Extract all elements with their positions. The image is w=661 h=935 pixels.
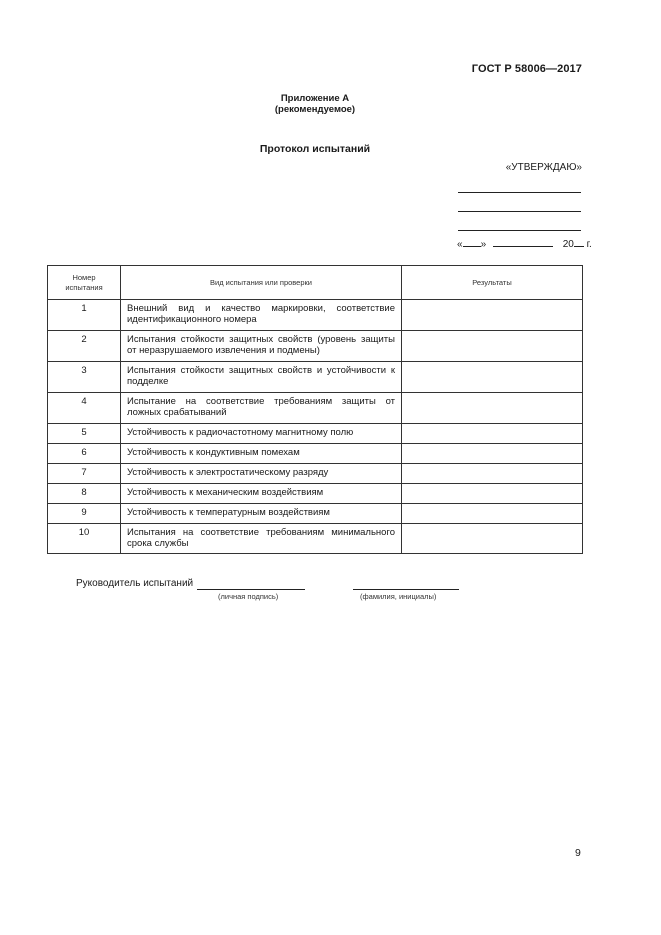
year-blank <box>574 237 584 247</box>
tests-table <box>47 265 583 554</box>
table-header-row <box>48 266 583 300</box>
table-row <box>48 331 583 362</box>
row-result <box>402 362 583 393</box>
table-row <box>48 504 583 524</box>
page-number: 9 <box>575 847 581 859</box>
approval-label: «УТВЕРЖДАЮ» <box>505 162 582 173</box>
row-number: 8 <box>48 484 121 504</box>
row-result <box>402 444 583 464</box>
row-test-name: Внешний вид и качество маркировки, соответствие идентификационного номера <box>121 300 402 331</box>
table-row <box>48 464 583 484</box>
row-number: 6 <box>48 444 121 464</box>
document-code: ГОСТ Р 58006—2017 <box>471 63 582 75</box>
row-test-name: Устойчивость к кондуктивным помехам <box>121 444 402 464</box>
row-test-name: Испытания на соответствие требованиям минимального срока службы <box>121 524 402 554</box>
signature-label: Руководитель испытаний <box>76 578 194 589</box>
row-result <box>402 331 583 362</box>
row-result <box>402 424 583 444</box>
row-number: 9 <box>48 504 121 524</box>
approval-line-3 <box>458 230 581 231</box>
row-result <box>402 393 583 424</box>
row-number: 4 <box>48 393 121 424</box>
header-test-number: Номер испытания <box>48 266 121 300</box>
approval-line-2 <box>458 211 581 212</box>
day-blank <box>463 237 481 247</box>
annex-status: (рекомендуемое) <box>274 104 356 115</box>
signature-line <box>197 589 305 590</box>
name-caption: (фамилия, инициалы) <box>360 592 437 601</box>
table-row <box>48 362 583 393</box>
year-suffix: г. <box>583 239 592 250</box>
date-open-quote: « <box>457 239 463 250</box>
table-row <box>48 484 583 504</box>
row-number: 2 <box>48 331 121 362</box>
approval-line-1 <box>458 192 581 193</box>
row-result <box>402 464 583 484</box>
header-test-type: Вид испытания или проверки <box>121 266 402 300</box>
approval-date <box>457 237 592 250</box>
row-number: 5 <box>48 424 121 444</box>
table-row <box>48 393 583 424</box>
table-row <box>48 444 583 464</box>
row-test-name: Устойчивость к механическим воздействиям <box>121 484 402 504</box>
row-number: 7 <box>48 464 121 484</box>
name-line <box>353 589 459 590</box>
row-result <box>402 300 583 331</box>
row-test-name: Испытания стойкости защитных свойств (уровень защиты от неразрушаемого извлечения и подмены) <box>121 331 402 362</box>
row-test-name: Устойчивость к температурным воздействиям <box>121 504 402 524</box>
row-test-name: Испытание на соответствие требованиям защиты от ложных срабатываний <box>121 393 402 424</box>
year-prefix: 20 <box>562 239 574 250</box>
table-row <box>48 424 583 444</box>
row-test-name: Устойчивость к радиочастотному магнитному полю <box>121 424 402 444</box>
row-test-name: Устойчивость к электростатическому разряду <box>121 464 402 484</box>
row-number: 3 <box>48 362 121 393</box>
signature-caption: (личная подпись) <box>218 592 279 601</box>
annex-title <box>0 93 630 115</box>
annex-label: Приложение А <box>280 93 350 104</box>
row-test-name: Испытания стойкости защитных свойств и устойчивости к подделке <box>121 362 402 393</box>
row-number: 1 <box>48 300 121 331</box>
row-number: 10 <box>48 524 121 554</box>
protocol-title: Протокол испытаний <box>259 143 371 155</box>
row-result <box>402 484 583 504</box>
table-row <box>48 300 583 331</box>
table-row <box>48 524 583 554</box>
header-results: Результаты <box>402 266 583 300</box>
month-blank <box>493 237 553 247</box>
date-close-quote: » <box>480 239 487 250</box>
row-result <box>402 504 583 524</box>
row-result <box>402 524 583 554</box>
